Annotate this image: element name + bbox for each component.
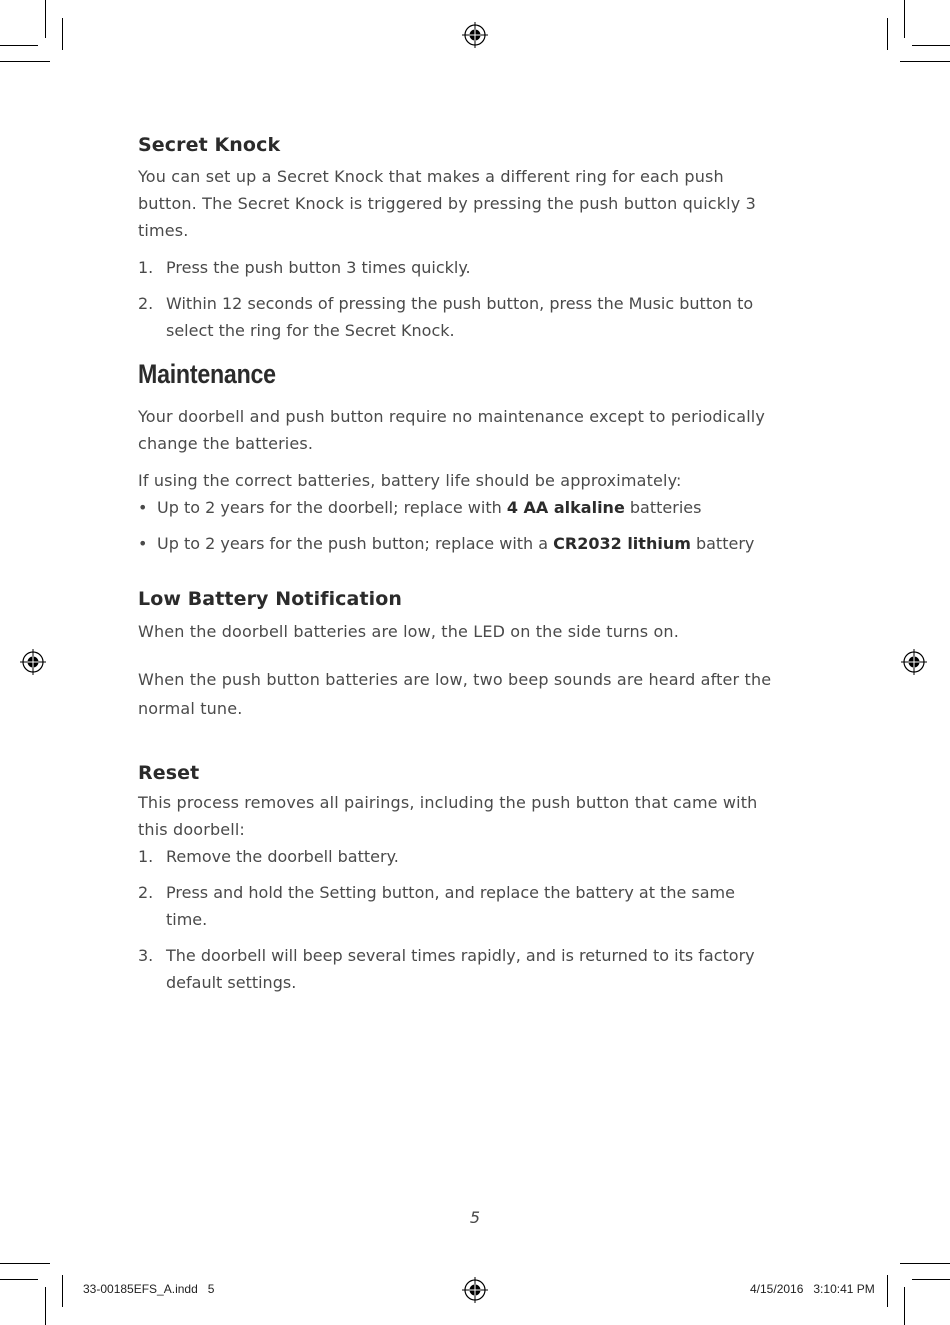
crop-mark	[0, 61, 50, 62]
list-item	[138, 843, 808, 870]
list-item	[138, 290, 808, 344]
maintenance-heading: Maintenance	[138, 359, 276, 389]
list-number: 2.	[138, 883, 154, 902]
list-text: time.	[166, 910, 208, 929]
list-item	[138, 530, 808, 557]
registration-mark-icon	[462, 1277, 488, 1303]
secret-knock-intro	[138, 163, 808, 244]
list-text: Press and hold the Setting button, and replace the battery at the same	[166, 883, 735, 902]
crop-mark	[0, 1279, 38, 1280]
secret-knock-heading: Secret Knock	[138, 134, 281, 156]
crop-mark	[900, 61, 950, 62]
crop-mark	[900, 1263, 950, 1264]
battery-type: 4 AA alkaline	[506, 498, 625, 517]
list-item	[138, 942, 808, 996]
low-battery-doorbell-text: When the doorbell batteries are low, the LED on the side turns on.	[138, 622, 679, 641]
crop-mark	[912, 45, 950, 46]
text-line: normal tune.	[138, 699, 243, 718]
low-battery-push-button-text	[138, 665, 808, 723]
crop-mark	[904, 1287, 905, 1325]
list-text: Up to 2 years for the doorbell; replace with	[157, 498, 507, 517]
crop-mark	[887, 1275, 888, 1307]
text-line: change the batteries.	[138, 434, 314, 453]
registration-mark-icon	[462, 22, 488, 48]
text-line: Your doorbell and push button require no maintenance except to periodically	[138, 407, 766, 426]
battery-life-intro: If using the correct batteries, battery life should be approximately:	[138, 471, 682, 490]
list-number: 1.	[138, 258, 154, 277]
list-text: battery	[690, 534, 755, 553]
reset-intro	[138, 789, 808, 843]
list-number: 1.	[138, 847, 154, 866]
list-item	[138, 254, 808, 281]
slug-file-name: 33-00185EFS_A.indd 5	[83, 1282, 215, 1296]
crop-mark	[0, 1263, 50, 1264]
page-number: 5	[469, 1208, 481, 1227]
list-text: Press the push button 3 times quickly.	[166, 258, 471, 277]
reset-heading: Reset	[138, 762, 200, 784]
maintenance-section	[138, 357, 808, 557]
list-text: batteries	[624, 498, 702, 517]
list-text: Remove the doorbell battery.	[166, 847, 399, 866]
low-battery-heading: Low Battery Notification	[138, 588, 403, 610]
slug-date-time: 4/15/2016 3:10:41 PM	[750, 1282, 875, 1296]
list-item	[138, 879, 808, 933]
battery-type: CR2032 lithium	[553, 534, 691, 553]
crop-mark	[0, 45, 38, 46]
reset-section	[138, 760, 808, 996]
crop-mark	[62, 18, 63, 50]
maintenance-paragraph	[138, 403, 808, 457]
text-line: This process removes all pairings, including the push button that came with	[138, 793, 758, 812]
page-content	[138, 132, 808, 996]
crop-mark	[45, 0, 46, 38]
list-text: select the ring for the Secret Knock.	[166, 321, 455, 340]
crop-mark	[45, 1287, 46, 1325]
list-item	[138, 494, 808, 521]
list-number: 2.	[138, 294, 154, 313]
bullet: •	[138, 534, 148, 553]
list-text: The doorbell will beep several times rapidly, and is returned to its factory	[166, 946, 755, 965]
list-number: 3.	[138, 946, 154, 965]
crop-mark	[887, 18, 888, 50]
text-line: times.	[138, 221, 189, 240]
crop-mark	[904, 0, 905, 38]
registration-mark-icon	[20, 649, 46, 675]
secret-knock-section	[138, 132, 808, 344]
list-text: default settings.	[166, 973, 297, 992]
crop-mark	[912, 1279, 950, 1280]
crop-mark	[62, 1275, 63, 1307]
text-line: You can set up a Secret Knock that makes a different ring for each push	[138, 167, 724, 186]
bullet: •	[138, 498, 148, 517]
low-battery-section	[138, 586, 808, 723]
text-line: When the push button batteries are low, two beep sounds are heard after the	[138, 670, 772, 689]
text-line: button. The Secret Knock is triggered by pressing the push button quickly 3	[138, 194, 756, 213]
list-text: Within 12 seconds of pressing the push button, press the Music button to	[166, 294, 754, 313]
registration-mark-icon	[901, 649, 927, 675]
text-line: this doorbell:	[138, 820, 245, 839]
list-text: Up to 2 years for the push button; replace with a	[157, 534, 554, 553]
